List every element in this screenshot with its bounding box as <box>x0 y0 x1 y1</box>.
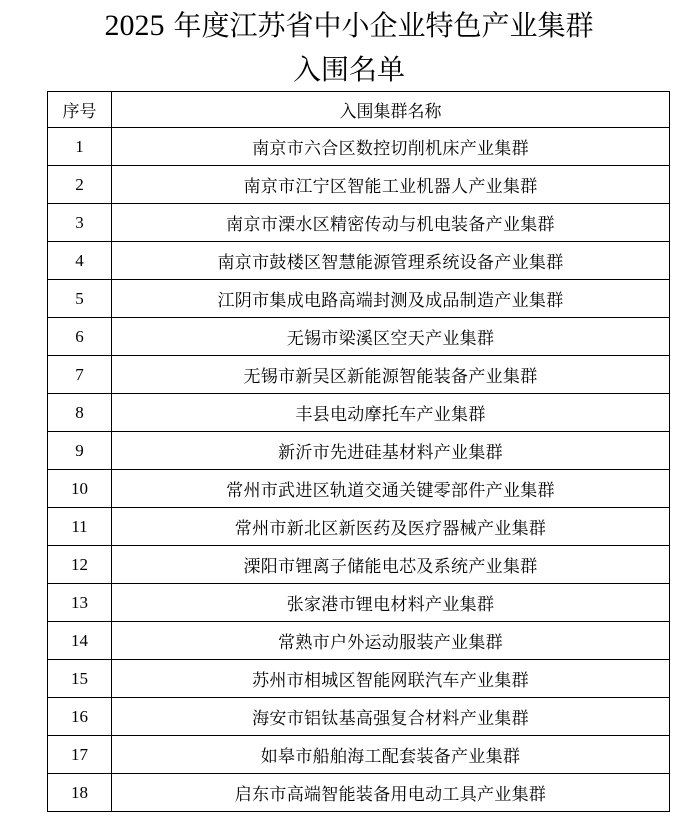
table-row <box>48 166 670 204</box>
row-number: 9 <box>48 432 112 470</box>
row-number: 6 <box>48 318 112 356</box>
table-row <box>48 736 670 774</box>
row-number: 3 <box>48 204 112 242</box>
row-number: 13 <box>48 584 112 622</box>
table-row <box>48 546 670 584</box>
table-row <box>48 242 670 280</box>
cluster-name: 江阴市集成电路高端封测及成品制造产业集群 <box>112 280 670 318</box>
table-row <box>48 356 670 394</box>
title-text: 年度江苏省中小企业特色产业集群 <box>164 9 594 42</box>
table-row <box>48 128 670 166</box>
table-header-row <box>48 92 670 128</box>
header-cluster-name: 入围集群名称 <box>112 92 670 128</box>
row-number: 5 <box>48 280 112 318</box>
title-year: 2025 <box>104 9 165 42</box>
cluster-name: 张家港市锂电材料产业集群 <box>112 584 670 622</box>
table-row <box>48 584 670 622</box>
row-number: 12 <box>48 546 112 584</box>
table-row <box>48 508 670 546</box>
row-number: 1 <box>48 128 112 166</box>
table-row <box>48 660 670 698</box>
cluster-name: 常熟市户外运动服装产业集群 <box>112 622 670 660</box>
row-number: 7 <box>48 356 112 394</box>
cluster-name: 启东市高端智能装备用电动工具产业集群 <box>112 774 670 812</box>
document-title-line1 <box>0 6 698 46</box>
table-row <box>48 774 670 812</box>
row-number: 8 <box>48 394 112 432</box>
row-number: 17 <box>48 736 112 774</box>
row-number: 16 <box>48 698 112 736</box>
cluster-name: 无锡市梁溪区空天产业集群 <box>112 318 670 356</box>
cluster-name: 常州市武进区轨道交通关键零部件产业集群 <box>112 470 670 508</box>
table-row <box>48 622 670 660</box>
row-number: 10 <box>48 470 112 508</box>
cluster-name: 海安市铝钛基高强复合材料产业集群 <box>112 698 670 736</box>
table-row <box>48 470 670 508</box>
row-number: 4 <box>48 242 112 280</box>
cluster-name: 南京市溧水区精密传动与机电装备产业集群 <box>112 204 670 242</box>
cluster-name: 新沂市先进硅基材料产业集群 <box>112 432 670 470</box>
cluster-name: 南京市六合区数控切削机床产业集群 <box>112 128 670 166</box>
row-number: 18 <box>48 774 112 812</box>
cluster-name: 南京市江宁区智能工业机器人产业集群 <box>112 166 670 204</box>
cluster-name: 常州市新北区新医药及医疗器械产业集群 <box>112 508 670 546</box>
table-row <box>48 432 670 470</box>
table-row <box>48 698 670 736</box>
table-row <box>48 280 670 318</box>
cluster-name: 溧阳市锂离子储能电芯及系统产业集群 <box>112 546 670 584</box>
table-row <box>48 394 670 432</box>
table-row <box>48 318 670 356</box>
document-title-line2: 入围名单 <box>292 53 405 86</box>
cluster-name: 无锡市新吴区新能源智能装备产业集群 <box>112 356 670 394</box>
row-number: 2 <box>48 166 112 204</box>
row-number: 11 <box>48 508 112 546</box>
row-number: 15 <box>48 660 112 698</box>
cluster-name: 丰县电动摩托车产业集群 <box>112 394 670 432</box>
row-number: 14 <box>48 622 112 660</box>
cluster-name: 如皋市船舶海工配套装备产业集群 <box>112 736 670 774</box>
cluster-name: 南京市鼓楼区智慧能源管理系统设备产业集群 <box>112 242 670 280</box>
header-serial-number: 序号 <box>48 92 112 128</box>
table-row <box>48 204 670 242</box>
cluster-list-table <box>47 91 670 812</box>
cluster-name: 苏州市相城区智能网联汽车产业集群 <box>112 660 670 698</box>
